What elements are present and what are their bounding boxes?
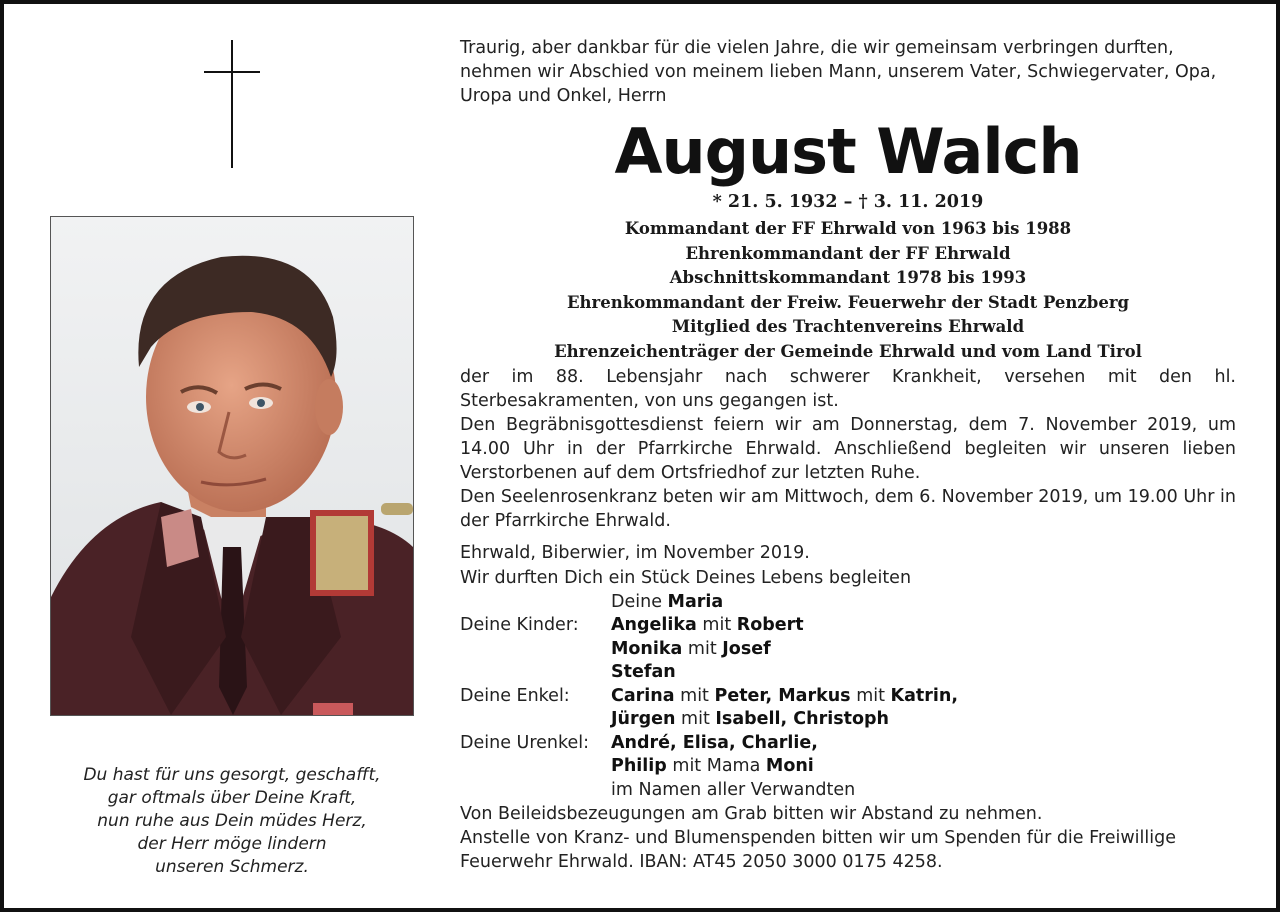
mit-word: mit (856, 685, 885, 706)
grandchild-name: Jürgen (611, 709, 676, 729)
poem-line: gar oftmals über Deine Kraft, (107, 788, 357, 808)
honor-item: Ehrenkommandant der FF Ehrwald (685, 243, 1011, 263)
closing-text (460, 802, 1236, 874)
family-list (460, 567, 1236, 802)
family-row-children (460, 614, 1236, 638)
family-row (460, 755, 1236, 779)
cross-icon (204, 40, 260, 168)
mit-word: mit Mama (672, 756, 761, 776)
body-paragraph: Den Begräbnisgottesdienst feiern wir am Donnerstag, dem 7. November 2019, um 14.00 Uhr in der Pfarrkirche Ehrwald. Anschließend begleiten wir unseren lieben Verstorbenen auf dem Ortsfriedhof zur letzten Ruhe. (460, 415, 1236, 483)
life-dates: * 21. 5. 1932 – † 3. 11. 2019 (712, 192, 984, 212)
body-paragraph: der im 88. Lebensjahr nach schwerer Krankheit, versehen mit den hl. Sterbesakramenten, von uns gegangen ist. (460, 367, 1236, 411)
mit-word: mit (687, 638, 717, 659)
child-name: Angelika (611, 615, 697, 635)
family-row (460, 638, 1236, 662)
mit-word: mit (702, 615, 732, 635)
poem (44, 764, 420, 879)
body-paragraph: Den Seelenrosenkranz beten wir am Mittwoch, dem 6. November 2019, um 19.00 Uhr in der Pfarrkirche Ehrwald. (460, 487, 1236, 531)
grandchild-name: Carina (611, 685, 675, 706)
family-row-wife (460, 591, 1236, 615)
intro-text: Traurig, aber dankbar für die vielen Jahre, die wir gemeinsam verbringen durften, nehmen wir Abschied von meinem lieben Mann, unserem Vater, Schwiegervater, Opa, Uropa und Onkel, Herrn (460, 38, 1217, 106)
poem-line: der Herr möge lindern (137, 834, 327, 854)
partner-name: Katrin, (890, 685, 959, 706)
body-text (460, 365, 1236, 533)
wife-prefix: Deine (611, 591, 662, 612)
parent-name: Moni (765, 756, 814, 776)
honors-list (460, 217, 1236, 364)
child-name: Monika (611, 638, 683, 659)
great-grandchild-names: André, Elisa, Charlie, (611, 732, 818, 753)
great-grandchild-name: Philip (611, 756, 667, 776)
partner-name: Josef (722, 638, 771, 659)
honor-item: Ehrenkommandant der Freiw. Feuerwehr der Stadt Penzberg (566, 292, 1130, 312)
portrait-photo (50, 216, 414, 716)
grandchildren-label: Deine Enkel: (460, 685, 570, 706)
poem-line: nun ruhe aus Dein müdes Herz, (97, 811, 367, 831)
family-row (460, 661, 1236, 685)
family-intro: Wir durften Dich ein Stück Deines Lebens begleiten (460, 568, 912, 588)
family-row (460, 779, 1236, 803)
poem-line: Du hast für uns gesorgt, geschafft, (83, 765, 381, 785)
honor-item: Mitglied des Trachtenvereins Ehrwald (671, 317, 1025, 336)
family-row-great-grandchildren (460, 732, 1236, 756)
grandchild-name: Isabell, Christoph (715, 709, 889, 729)
deceased-name: August Walch (614, 115, 1082, 188)
poem-line: unseren Schmerz. (155, 857, 309, 877)
family-row (460, 708, 1236, 732)
mit-word: mit (681, 709, 710, 729)
honor-item: Kommandant der FF Ehrwald von 1963 bis 1988 (624, 219, 1072, 238)
closing-paragraph: Anstelle von Kranz- und Blumenspenden bitten wir um Spenden für die Freiwillige Feuerwehr Ehrwald. IBAN: AT45 2050 3000 0175 4258. (460, 828, 1176, 872)
child-name: Stefan (611, 662, 676, 682)
honor-item: Abschnittskommandant 1978 bis 1993 (669, 268, 1027, 287)
relatives-text: im Namen aller Verwandten (611, 779, 856, 800)
great-grandchildren-label: Deine Urenkel: (460, 732, 590, 753)
grandchild-name: Peter, Markus (714, 685, 851, 706)
family-row-grandchildren (460, 685, 1236, 709)
children-label: Deine Kinder: (460, 615, 579, 635)
place-date: Ehrwald, Biberwier, im November 2019. (460, 543, 810, 563)
main-column (460, 36, 1236, 874)
wife-name: Maria (667, 591, 724, 612)
honor-item: Ehrenzeichenträger der Gemeinde Ehrwald und vom Land Tirol (554, 341, 1142, 361)
closing-paragraph: Von Beileidsbezeugungen am Grab bitten wir Abstand zu nehmen. (460, 804, 1043, 824)
mit-word: mit (680, 685, 709, 706)
partner-name: Robert (736, 615, 804, 635)
